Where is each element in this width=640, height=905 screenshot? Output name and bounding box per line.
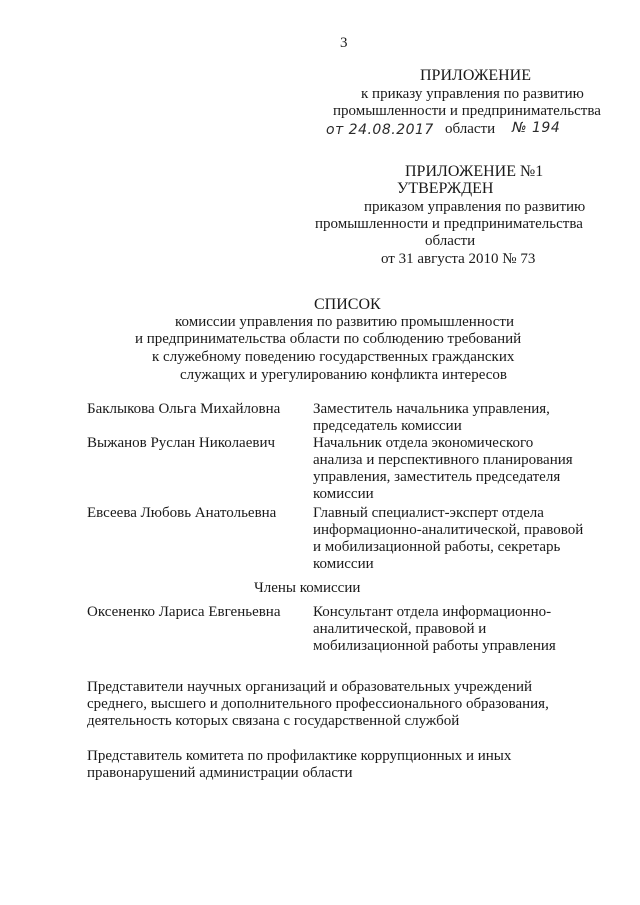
- appendix-region-word: области: [445, 121, 496, 137]
- member-name: Евсеева Любовь Анатольевна: [87, 505, 277, 521]
- member-role-line: мобилизационной работы управления: [313, 638, 556, 654]
- representatives-paragraph: [87, 748, 511, 782]
- member-role-line: комиссии: [313, 486, 374, 502]
- member-role-line: управления, заместитель председателя: [313, 469, 561, 485]
- member-role-line: и мобилизационной работы, секретарь: [313, 539, 561, 555]
- member-role: [313, 604, 556, 655]
- member-role-line: Начальник отдела экономического: [313, 435, 534, 451]
- member-name: Баклыкова Ольга Михайловна: [87, 401, 281, 417]
- member-role-line: Консультант отдела информационно-: [313, 604, 552, 620]
- approval-approved: УТВЕРЖДЕН: [397, 180, 494, 197]
- list-title-line-1: комиссии управления по развитию промышленности: [175, 314, 514, 330]
- member-role: [313, 401, 550, 435]
- member-role-line: аналитической, правовой и: [313, 621, 487, 637]
- member-role: [313, 505, 583, 573]
- approval-title: ПРИЛОЖЕНИЕ №1: [405, 163, 544, 180]
- appendix-line-2: промышленности и предпринимательства: [333, 103, 601, 119]
- list-title-line-2: и предпринимательства области по соблюдению требований: [135, 331, 522, 347]
- member-role-line: Главный специалист-эксперт отдела: [313, 505, 544, 521]
- approval-line-2: промышленности и предпринимательства: [315, 216, 583, 232]
- list-title-line-3: к служебному поведению государственных гражданских: [152, 349, 515, 365]
- appendix-title: ПРИЛОЖЕНИЕ: [420, 67, 532, 84]
- approval-line-1: приказом управления по развитию: [364, 199, 586, 215]
- appendix-date-handwritten: от 24.08.2017: [326, 122, 434, 138]
- member-role-line: председатель комиссии: [313, 418, 462, 434]
- appendix-line-1: к приказу управления по развитию: [361, 86, 584, 102]
- paragraph-line: правонарушений администрации области: [87, 765, 353, 781]
- page-number: 3: [340, 35, 348, 51]
- member-name: Выжанов Руслан Николаевич: [87, 435, 276, 451]
- member-role-line: комиссии: [313, 556, 374, 572]
- members-heading: Члены комиссии: [254, 580, 361, 596]
- paragraph-line: Представители научных организаций и образовательных учреждений: [87, 679, 533, 695]
- approval-line-4: от 31 августа 2010 № 73: [381, 251, 536, 267]
- approval-line-3: области: [425, 233, 476, 249]
- member-name: Оксененко Лариса Евгеньевна: [87, 604, 281, 620]
- paragraph-line: Представитель комитета по профилактике коррупционных и иных: [87, 748, 512, 764]
- member-role-line: Заместитель начальника управления,: [313, 401, 550, 417]
- member-role: [313, 435, 573, 503]
- member-role-line: анализа и перспективного планирования: [313, 452, 573, 468]
- appendix-number-handwritten: № 194: [512, 120, 561, 136]
- paragraph-line: среднего, высшего и дополнительного профессионального образования,: [87, 696, 549, 712]
- list-title-line-4: служащих и урегулированию конфликта интересов: [180, 367, 507, 383]
- list-heading: СПИСОК: [314, 296, 381, 313]
- member-role-line: информационно-аналитической, правовой: [313, 522, 584, 538]
- paragraph-line: деятельность которых связана с государственной службой: [87, 713, 460, 729]
- representatives-paragraph: [87, 679, 549, 730]
